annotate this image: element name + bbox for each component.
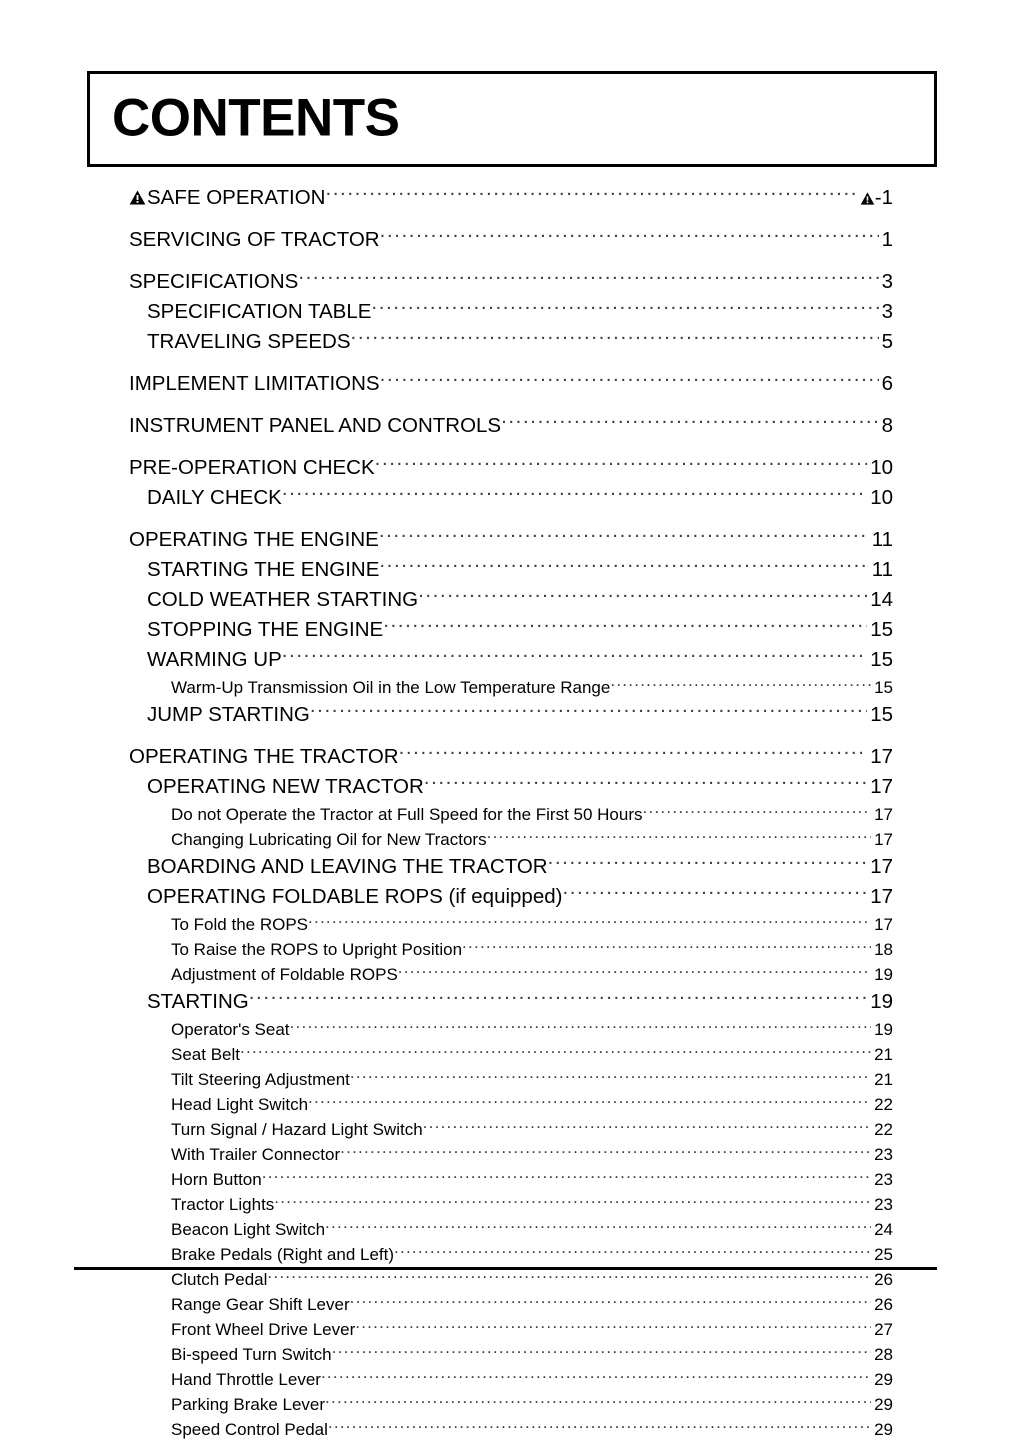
toc-entry-label-group	[147, 585, 418, 615]
toc-entry-page-number: 17	[870, 885, 893, 908]
dot-leader	[274, 1193, 871, 1210]
toc-entry-page-number-group	[871, 1367, 893, 1392]
toc-entry-label: Bi-speed Turn Switch	[171, 1345, 332, 1364]
toc-entry-label: Seat Belt	[171, 1045, 240, 1064]
toc-entry-label-group	[129, 411, 501, 441]
dot-leader	[610, 676, 871, 693]
dot-leader	[282, 484, 867, 505]
toc-entry[interactable]	[0, 1242, 1024, 1267]
dot-leader	[375, 454, 868, 475]
dot-leader	[383, 616, 867, 637]
toc-entry-page-number: 17	[870, 855, 893, 878]
toc-entry-page-number-group	[879, 369, 893, 399]
toc-entry-label: TRAVELING SPEEDS	[147, 330, 351, 353]
toc-entry-label: To Fold the ROPS	[171, 915, 309, 934]
toc-entry-label: Operator's Seat	[171, 1020, 290, 1039]
toc-entry-page-number-group	[871, 1142, 893, 1167]
toc-entry-label: Head Light Switch	[171, 1095, 309, 1114]
toc-entry-page-number: 23	[874, 1145, 893, 1164]
toc-entry[interactable]	[0, 912, 1024, 937]
toc-entry[interactable]	[0, 675, 1024, 700]
toc-entry-label-group	[171, 1192, 274, 1217]
toc-entry-page-number: 15	[870, 618, 893, 641]
dot-leader	[371, 298, 878, 319]
toc-entry[interactable]	[0, 852, 1024, 882]
dot-leader	[398, 963, 871, 980]
toc-entry[interactable]	[0, 525, 1024, 555]
toc-entry-label-group	[147, 615, 383, 645]
toc-entry-label-group	[171, 1067, 350, 1092]
toc-entry-label: To Raise the ROPS to Upright Position	[171, 940, 463, 959]
toc-entry-page-number-group	[867, 700, 893, 730]
toc-entry[interactable]	[0, 369, 1024, 399]
toc-entry-label: SERVICING OF TRACTOR	[129, 228, 380, 251]
toc-entry-label: INSTRUMENT PANEL AND CONTROLS	[129, 414, 502, 437]
toc-entry-page-number: 26	[874, 1295, 893, 1314]
toc-entry-label: Adjustment of Foldable ROPS	[171, 965, 398, 984]
toc-entry-page-number: 18	[874, 940, 893, 959]
toc-entry-label: OPERATING FOLDABLE ROPS (if equipped)	[147, 885, 563, 908]
toc-entry-label-group	[147, 700, 310, 730]
toc-entry-page-number: 22	[874, 1095, 893, 1114]
warning-triangle-icon	[860, 192, 875, 205]
toc-entry-page-number-group	[867, 772, 893, 802]
toc-entry[interactable]	[0, 615, 1024, 645]
toc-entry-page-number-group	[871, 1092, 893, 1117]
toc-entry-page-number-group	[871, 912, 893, 937]
toc-entry-page-number-group	[871, 1342, 893, 1367]
toc-entry-page-number-group	[871, 962, 893, 987]
toc-entry-label-group	[171, 1392, 325, 1417]
toc-entry-page-number: -1	[874, 186, 893, 209]
toc-entry[interactable]	[0, 742, 1024, 772]
dot-leader	[351, 328, 879, 349]
toc-entry-label: Tractor Lights	[171, 1195, 275, 1214]
toc-entry-page-number: 24	[874, 1220, 893, 1239]
toc-entry-page-number: 17	[874, 915, 893, 934]
toc-entry-page-number-group	[867, 483, 893, 513]
toc-entry-page-number: 10	[870, 486, 893, 509]
dot-leader	[290, 1018, 872, 1035]
toc-entry-page-number-group	[871, 1217, 893, 1242]
toc-entry[interactable]	[0, 267, 1024, 297]
toc-entry[interactable]	[0, 1067, 1024, 1092]
toc-entry-page-number-group	[857, 183, 893, 213]
toc-entry-page-number-group	[871, 1067, 893, 1092]
dot-leader	[423, 1118, 871, 1135]
toc-entry-page-number: 21	[874, 1045, 893, 1064]
toc-entry-label: SPECIFICATION TABLE	[147, 300, 372, 323]
toc-entry[interactable]	[0, 1317, 1024, 1342]
toc-entry-page-number-group	[871, 1117, 893, 1142]
dot-leader	[308, 913, 871, 930]
toc-entry-label-group	[171, 1217, 325, 1242]
toc-entry-page-number: 11	[871, 558, 893, 581]
page-title: CONTENTS	[112, 88, 400, 148]
toc-entry-label: Changing Lubricating Oil for New Tractors	[171, 830, 487, 849]
toc-entry[interactable]	[0, 585, 1024, 615]
toc-entry[interactable]	[0, 1167, 1024, 1192]
toc-entry[interactable]	[0, 1042, 1024, 1067]
toc-entry-page-number-group	[871, 1317, 893, 1342]
dot-leader	[350, 1293, 871, 1310]
toc-entry-label-group	[171, 1167, 262, 1192]
toc-entry[interactable]	[0, 1217, 1024, 1242]
dot-leader	[332, 1343, 871, 1360]
dot-leader	[487, 828, 871, 845]
toc-entry-page-number: 6	[881, 372, 893, 395]
toc-entry-page-number: 5	[881, 330, 893, 353]
toc-entry-page-number-group	[867, 882, 893, 912]
toc-entry-label-group	[171, 962, 398, 987]
warning-triangle-icon	[129, 190, 146, 205]
toc-entry-page-number: 3	[881, 300, 893, 323]
toc-entry-label-group	[171, 1092, 308, 1117]
toc-entry-page-number-group	[871, 1242, 893, 1267]
toc-entry-label: Turn Signal / Hazard Light Switch	[171, 1120, 423, 1139]
toc-entry-label: Do not Operate the Tractor at Full Speed for the First 50 Hours	[171, 805, 643, 824]
toc-entry-label-group	[171, 1017, 290, 1042]
toc-entry-label-group	[147, 987, 249, 1017]
toc-entry-page-number: 23	[874, 1170, 893, 1189]
toc-entry-label-group	[129, 453, 375, 483]
toc-entry-label-group	[171, 1117, 423, 1142]
toc-entry[interactable]	[0, 700, 1024, 730]
toc-entry-label: BOARDING AND LEAVING THE TRACTOR	[147, 855, 548, 878]
toc-entry-label-group	[171, 1142, 340, 1167]
toc-entry[interactable]	[0, 645, 1024, 675]
dot-leader	[379, 526, 869, 547]
dot-leader	[249, 988, 867, 1009]
toc-entry-label: Tilt Steering Adjustment	[171, 1070, 350, 1089]
dot-leader	[424, 773, 867, 794]
toc-entry-page-number: 29	[874, 1395, 893, 1414]
toc-entry-label: STARTING	[147, 990, 249, 1013]
dot-leader	[380, 370, 879, 391]
toc-entry-label-group	[171, 1367, 321, 1392]
toc-entry-label: STOPPING THE ENGINE	[147, 618, 384, 641]
dot-leader	[548, 853, 868, 874]
toc-entry-label: Range Gear Shift Lever	[171, 1295, 350, 1314]
toc-entry-label-group	[147, 645, 282, 675]
toc-entry-label: Clutch Pedal	[171, 1270, 268, 1289]
dot-leader	[267, 1268, 871, 1285]
dot-leader	[240, 1043, 871, 1060]
toc-entry-page-number: 26	[874, 1270, 893, 1289]
toc-entry-page-number-group	[871, 675, 893, 700]
toc-entry[interactable]	[0, 1017, 1024, 1042]
toc-entry-page-number: 17	[870, 775, 893, 798]
toc-entry[interactable]	[0, 297, 1024, 327]
toc-entry-page-number-group	[871, 937, 893, 962]
dot-leader	[308, 1093, 871, 1110]
toc-entry-page-number: 8	[881, 414, 893, 437]
toc-entry-page-number: 14	[870, 588, 893, 611]
toc-entry-page-number-group	[871, 1042, 893, 1067]
toc-entry-page-number-group	[871, 1392, 893, 1417]
toc-entry-page-number-group	[879, 267, 893, 297]
toc-entry-label: Beacon Light Switch	[171, 1220, 326, 1239]
toc-entry-page-number: 19	[874, 965, 893, 984]
toc-entry-label: Parking Brake Lever	[171, 1395, 326, 1414]
toc-entry-label-group	[147, 555, 379, 585]
toc-entry-page-number: 15	[874, 678, 893, 697]
toc-entry-page-number: 22	[874, 1120, 893, 1139]
toc-entry-label: SAFE OPERATION	[147, 186, 326, 209]
toc-entry-page-number-group	[871, 1267, 893, 1292]
toc-entry-label: Brake Pedals (Right and Left)	[171, 1245, 395, 1264]
toc-entry[interactable]	[0, 1292, 1024, 1317]
dot-leader	[350, 1068, 871, 1085]
toc-entry-label-group	[147, 297, 371, 327]
toc-entry-page-number: 27	[874, 1320, 893, 1339]
toc-entry-label-group	[129, 267, 298, 297]
toc-entry[interactable]	[0, 411, 1024, 441]
toc-entry-page-number-group	[871, 1292, 893, 1317]
toc-entry[interactable]	[0, 1192, 1024, 1217]
toc-entry-label: Horn Button	[171, 1170, 262, 1189]
toc-entry-label-group	[171, 1292, 350, 1317]
toc-entry[interactable]	[0, 1142, 1024, 1167]
toc-entry-label-group	[147, 882, 562, 912]
toc-entry-page-number-group	[871, 802, 893, 827]
toc-entry-label: SPECIFICATIONS	[129, 270, 299, 293]
toc-entry-label-group	[147, 772, 424, 802]
toc-entry[interactable]	[0, 453, 1024, 483]
toc-entry[interactable]	[0, 183, 1024, 213]
toc-entry-page-number: 15	[870, 703, 893, 726]
toc-entry-label-group	[171, 937, 462, 962]
toc-entry-page-number: 23	[874, 1195, 893, 1214]
toc-entry-label: Hand Throttle Lever	[171, 1370, 321, 1389]
dot-leader	[262, 1168, 871, 1185]
toc-entry-page-number-group	[867, 852, 893, 882]
toc-entry-page-number-group	[869, 555, 893, 585]
dot-leader	[380, 226, 879, 247]
dot-leader	[418, 586, 867, 607]
footer-divider	[74, 1267, 937, 1270]
toc-entry-page-number: 17	[874, 805, 893, 824]
toc-entry-label-group	[129, 183, 325, 213]
toc-entry-page-number: 11	[871, 528, 893, 551]
toc-entry-label-group	[147, 852, 548, 882]
toc-entry-label: Speed Control Pedal	[171, 1420, 328, 1439]
toc-entry-page-number-group	[867, 987, 893, 1017]
dot-leader	[321, 1368, 871, 1385]
toc-entry-label-group	[171, 1242, 394, 1267]
toc-entry-label-group	[171, 827, 487, 852]
dot-leader	[298, 268, 878, 289]
dot-leader	[325, 1218, 871, 1235]
toc-entry-page-number: 29	[874, 1420, 893, 1439]
dot-leader	[325, 1393, 871, 1410]
toc-entry-page-number-group	[867, 742, 893, 772]
toc-entry-label: IMPLEMENT LIMITATIONS	[129, 372, 380, 395]
toc-entry-label: Front Wheel Drive Lever	[171, 1320, 356, 1339]
toc-entry-label-group	[171, 675, 610, 700]
toc-entry-label: DAILY CHECK	[147, 486, 282, 509]
toc-entry-page-number-group	[867, 585, 893, 615]
toc-entry-page-number-group	[871, 1167, 893, 1192]
toc-entry[interactable]	[0, 987, 1024, 1017]
toc-entry-page-number: 17	[870, 745, 893, 768]
dot-leader	[501, 412, 879, 433]
dot-leader	[328, 1418, 871, 1435]
toc-entry[interactable]	[0, 1367, 1024, 1392]
toc-entry-label: OPERATING THE ENGINE	[129, 528, 379, 551]
toc-entry-page-number: 17	[874, 830, 893, 849]
toc-entry-label-group	[171, 1417, 328, 1442]
toc-entry-label-group	[129, 742, 399, 772]
dot-leader	[643, 803, 872, 820]
toc-entry-label: PRE-OPERATION CHECK	[129, 456, 375, 479]
toc-entry-label-group	[129, 225, 380, 255]
toc-entry-page-number-group	[879, 225, 893, 255]
contents-title-box	[87, 71, 937, 167]
toc-entry-label-group	[171, 912, 308, 937]
toc-entry[interactable]	[0, 882, 1024, 912]
toc-entry[interactable]	[0, 483, 1024, 513]
toc-entry[interactable]	[0, 225, 1024, 255]
toc-entry[interactable]	[0, 827, 1024, 852]
toc-entry[interactable]	[0, 327, 1024, 357]
toc-entry-page-number: 25	[874, 1245, 893, 1264]
toc-entry-page-number-group	[879, 327, 893, 357]
toc-entry-label: OPERATING NEW TRACTOR	[147, 775, 424, 798]
toc-entry-label-group	[171, 1317, 355, 1342]
toc-entry-page-number-group	[879, 297, 893, 327]
dot-leader	[282, 646, 867, 667]
toc-entry-label: WARMING UP	[147, 648, 282, 671]
toc-entry[interactable]	[0, 1267, 1024, 1292]
toc-entry-page-number: 10	[870, 456, 893, 479]
toc-entry-label-group	[171, 802, 643, 827]
toc-entry[interactable]	[0, 1342, 1024, 1367]
toc-entry-page-number: 21	[874, 1070, 893, 1089]
toc-entry-label: With Trailer Connector	[171, 1145, 341, 1164]
toc-entry-page-number: 1	[881, 228, 893, 251]
toc-entry-label-group	[171, 1042, 240, 1067]
toc-entry[interactable]	[0, 1117, 1024, 1142]
toc-entry-page-number-group	[867, 453, 893, 483]
toc-entry[interactable]	[0, 555, 1024, 585]
toc-entry-page-number-group	[867, 645, 893, 675]
toc-entry-label: OPERATING THE TRACTOR	[129, 745, 399, 768]
toc-entry-page-number: 19	[874, 1020, 893, 1039]
toc-entry-page-number: 28	[874, 1345, 893, 1364]
dot-leader	[340, 1143, 871, 1160]
toc-entry-label: COLD WEATHER STARTING	[147, 588, 419, 611]
toc-entry-page-number-group	[871, 1017, 893, 1042]
toc-entry-page-number: 3	[881, 270, 893, 293]
toc-entry-label: Warm-Up Transmission Oil in the Low Temperature Range	[171, 678, 611, 697]
toc-entry[interactable]	[0, 802, 1024, 827]
dot-leader	[310, 701, 867, 722]
toc-entry-page-number-group	[869, 525, 893, 555]
toc-entry-label-group	[171, 1342, 332, 1367]
toc-entry-page-number-group	[879, 411, 893, 441]
toc-entry-page-number-group	[871, 1192, 893, 1217]
toc-entry-label-group	[129, 369, 380, 399]
dot-leader	[399, 743, 868, 764]
toc-entry[interactable]	[0, 1417, 1024, 1442]
toc-entry-page-number: 15	[870, 648, 893, 671]
toc-entry-label-group	[147, 327, 351, 357]
toc-entry-page-number-group	[867, 615, 893, 645]
toc-entry[interactable]	[0, 1092, 1024, 1117]
toc-entry-page-number: 29	[874, 1370, 893, 1389]
toc-entry-label: STARTING THE ENGINE	[147, 558, 380, 581]
toc-entry[interactable]	[0, 772, 1024, 802]
toc-entry-label-group	[129, 525, 379, 555]
toc-entry-label-group	[171, 1267, 267, 1292]
dot-leader	[462, 938, 871, 955]
toc-entry-page-number: 19	[870, 990, 893, 1013]
toc-entry-page-number-group	[871, 1417, 893, 1442]
toc-entry[interactable]	[0, 937, 1024, 962]
dot-leader	[562, 883, 867, 904]
toc-entry-page-number-group	[871, 827, 893, 852]
toc-entry-label: JUMP STARTING	[147, 703, 310, 726]
toc-entry[interactable]	[0, 1392, 1024, 1417]
dot-leader	[355, 1318, 871, 1335]
table-of-contents	[0, 183, 1024, 1442]
toc-entry-label-group	[147, 483, 282, 513]
toc-entry[interactable]	[0, 962, 1024, 987]
dot-leader	[325, 184, 856, 205]
dot-leader	[394, 1243, 871, 1260]
dot-leader	[379, 556, 868, 577]
